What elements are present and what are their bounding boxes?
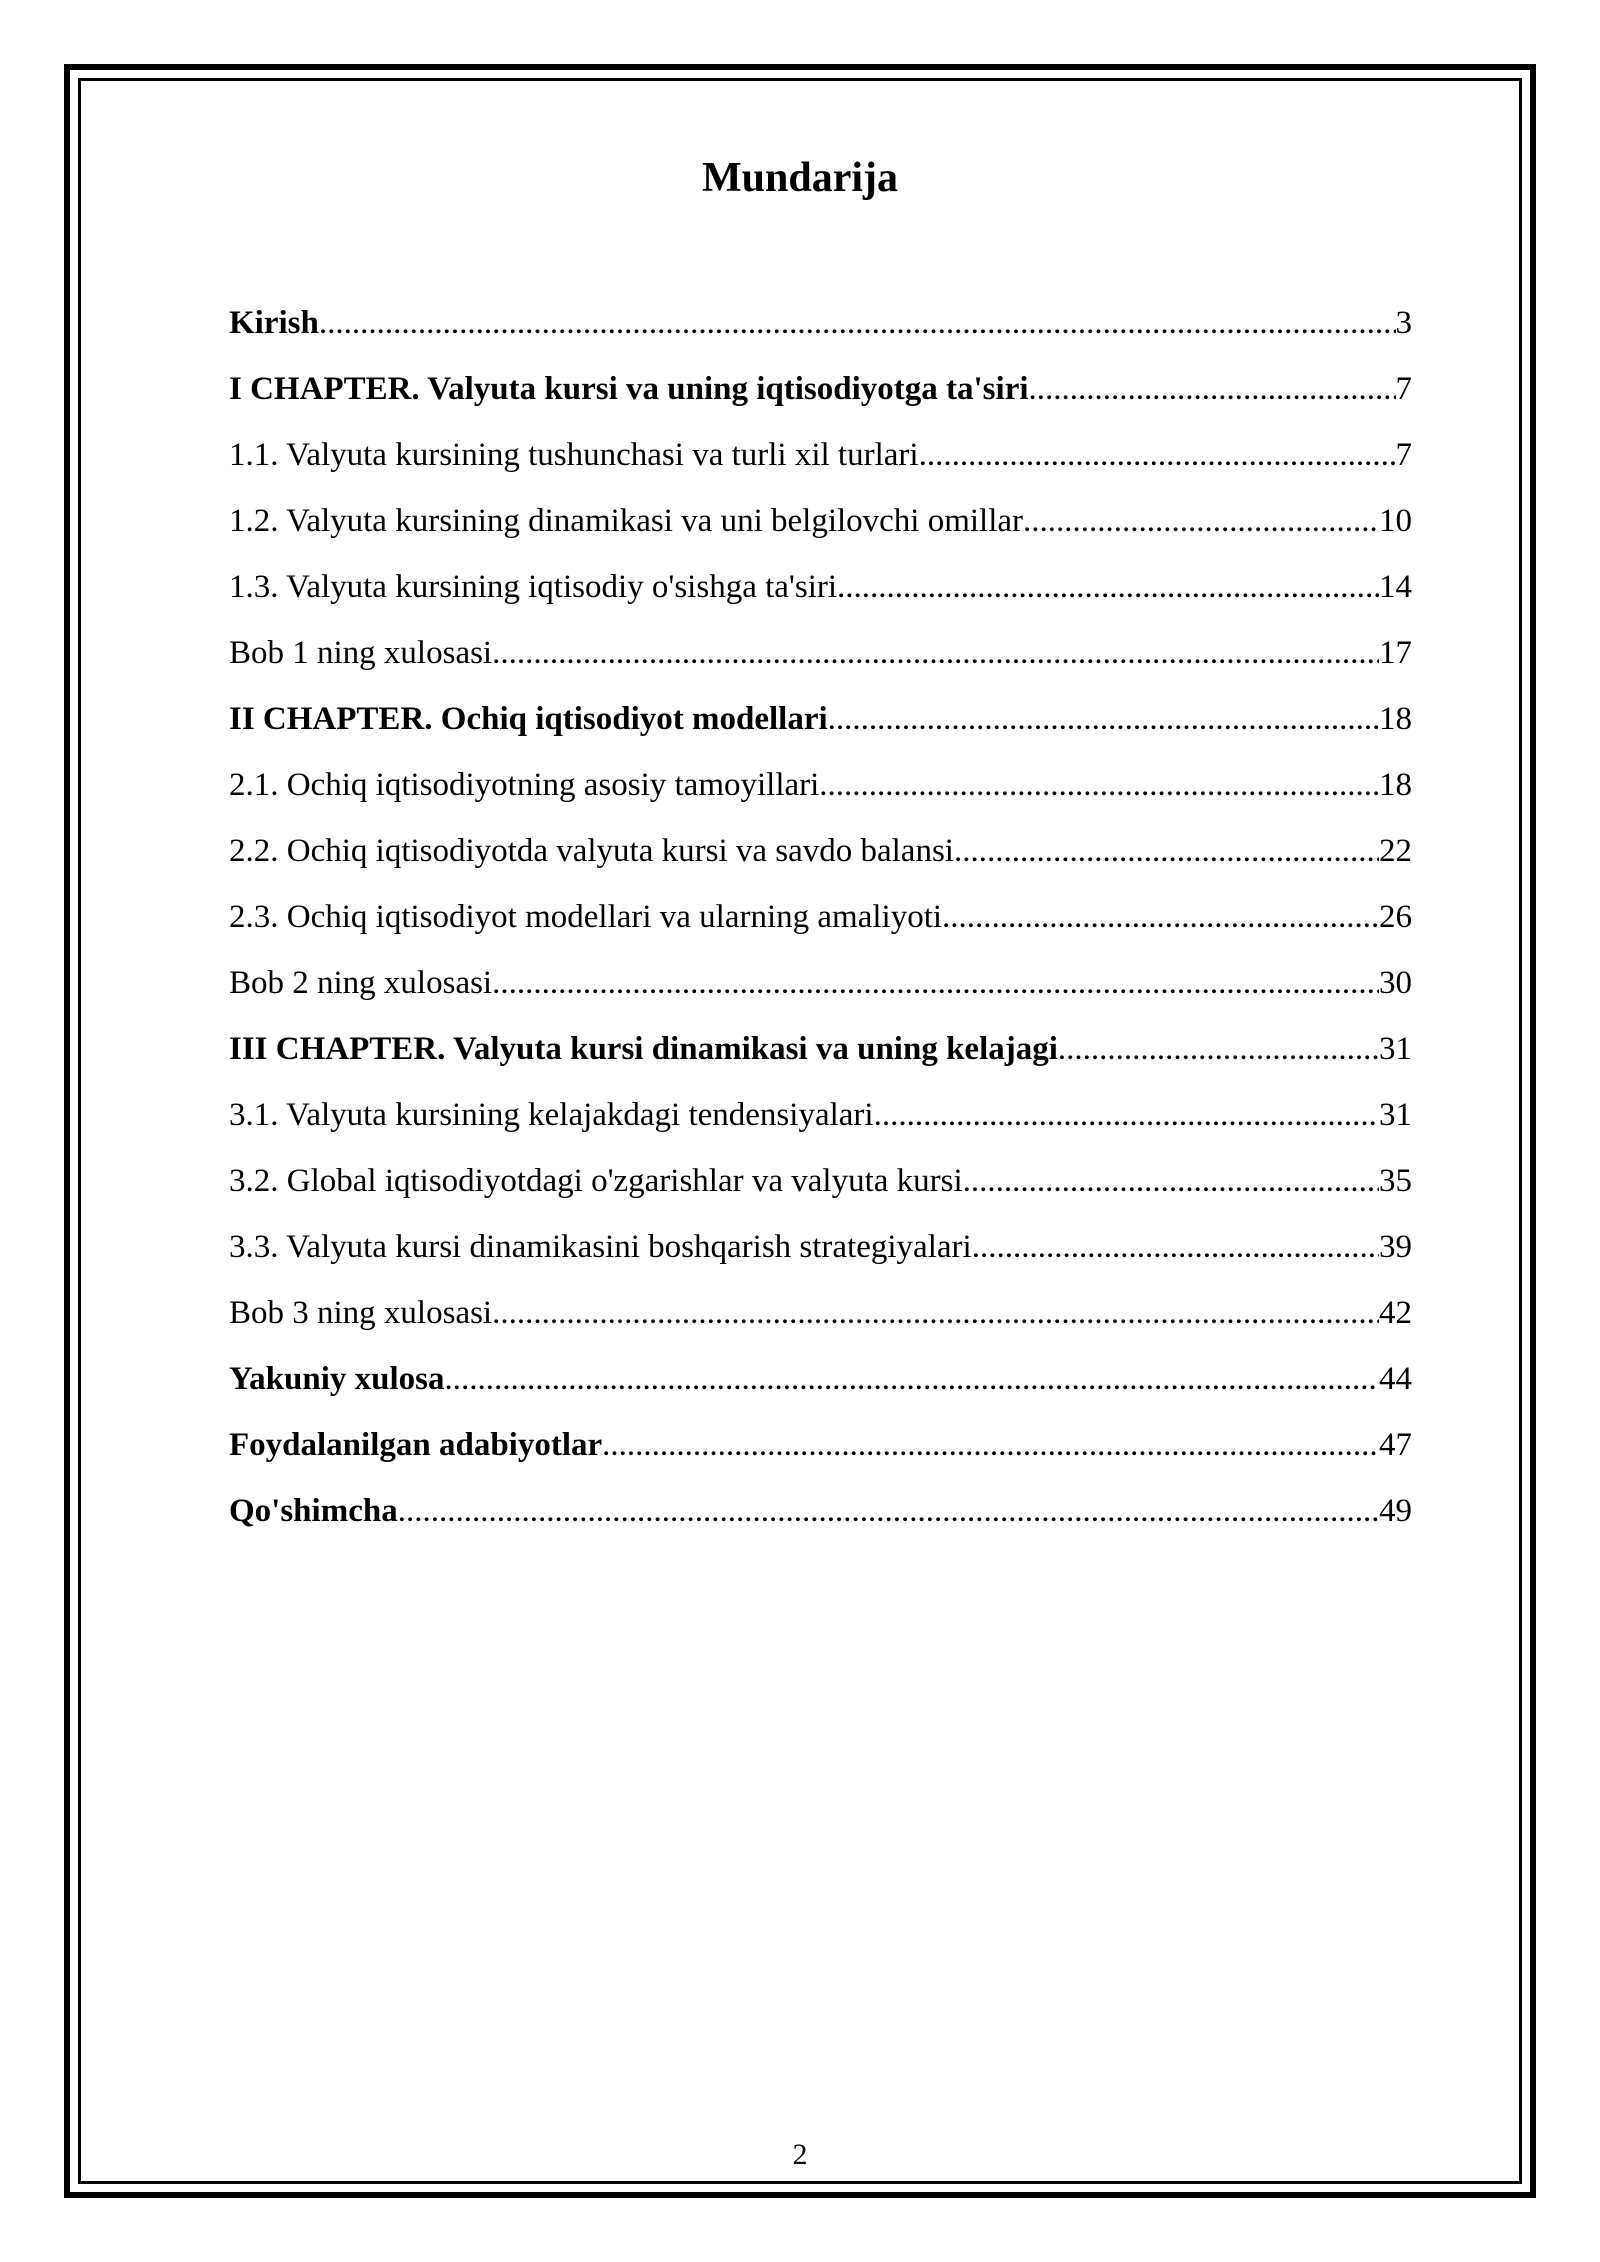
toc-entry-page: 14 [1379,569,1412,605]
toc-entry-page: 39 [1379,1229,1412,1265]
toc-entry-label: Foydalanilgan adabiyotlar [229,1427,603,1463]
toc-entry-page: 35 [1379,1163,1412,1199]
toc-entry-page: 3 [1395,305,1412,341]
page-title: Mundarija [701,155,898,201]
toc-dot-leader [492,620,1379,686]
toc-entry[interactable] [229,488,1412,554]
table-of-contents [229,290,1412,1544]
toc-entry-page: 31 [1379,1031,1412,1067]
toc-entry-label: 1.3. Valyuta kursining iqtisodiy o'sishga ta'siri [229,569,838,605]
toc-entry-label: 3.1. Valyuta kursining kelajakdagi tendensiyalari [229,1097,874,1133]
toc-entry[interactable] [229,422,1412,488]
toc-entry-label: Qo'shimcha [229,1493,398,1529]
toc-entry-page: 26 [1379,899,1412,935]
toc-entry-page: 47 [1379,1427,1412,1463]
toc-entry-label: I CHAPTER. Valyuta kursi va uning iqtisodiyotga ta'siri [229,371,1029,407]
toc-dot-leader [942,884,1379,950]
toc-entry[interactable] [229,1280,1412,1346]
toc-entry[interactable] [229,884,1412,950]
toc-entry[interactable] [229,1016,1412,1082]
toc-dot-leader [819,752,1379,818]
toc-entry[interactable] [229,356,1412,422]
toc-entry[interactable] [229,1148,1412,1214]
toc-dot-leader [954,818,1379,884]
toc-entry-label: Bob 1 ning xulosasi [229,635,493,671]
toc-entry-label: Bob 2 ning xulosasi [229,965,493,1001]
toc-entry[interactable] [229,1412,1412,1478]
toc-dot-leader [492,1280,1379,1346]
toc-dot-leader [602,1412,1379,1478]
toc-entry[interactable] [229,752,1412,818]
toc-dot-leader [874,1082,1379,1148]
toc-entry[interactable] [229,686,1412,752]
toc-entry-label: 2.3. Ochiq iqtisodiyot modellari va ularning amaliyoti [229,899,943,935]
toc-entry-label: Bob 3 ning xulosasi [229,1295,493,1331]
toc-entry-page: 18 [1379,701,1412,737]
toc-entry-page: 31 [1379,1097,1412,1133]
toc-entry-label: Yakuniy xulosa [229,1361,445,1397]
toc-entry-label: II CHAPTER. Ochiq iqtisodiyot modellari [229,701,828,737]
toc-entry-page: 7 [1395,437,1412,473]
toc-entry-label: 1.1. Valyuta kursining tushunchasi va turli xil turlari [229,437,919,473]
toc-dot-leader [398,1478,1379,1544]
toc-entry-page: 44 [1379,1361,1412,1397]
toc-entry-label: Kirish [229,305,319,341]
page-number: 2 [792,2138,808,2171]
toc-entry-page: 49 [1379,1493,1412,1529]
toc-entry-page: 22 [1379,833,1412,869]
toc-entry-page: 18 [1379,767,1412,803]
toc-entry-page: 7 [1395,371,1412,407]
toc-entry[interactable] [229,1214,1412,1280]
toc-dot-leader [828,686,1379,752]
toc-entry-page: 30 [1379,965,1412,1001]
toc-entry[interactable] [229,290,1412,356]
toc-entry[interactable] [229,818,1412,884]
toc-dot-leader [919,422,1396,488]
toc-entry-label: 3.3. Valyuta kursi dinamikasini boshqarish strategiyalari [229,1229,972,1265]
toc-entry[interactable] [229,950,1412,1016]
toc-entry[interactable] [229,1082,1412,1148]
toc-dot-leader [319,290,1396,356]
toc-dot-leader [963,1148,1379,1214]
toc-dot-leader [445,1346,1379,1412]
toc-entry-label: 2.1. Ochiq iqtisodiyotning asosiy tamoyillari [229,767,820,803]
toc-entry-page: 17 [1379,635,1412,671]
toc-entry-page: 10 [1379,503,1412,539]
toc-dot-leader [837,554,1379,620]
toc-entry-label: III CHAPTER. Valyuta kursi dinamikasi va uning kelajagi [229,1031,1058,1067]
toc-entry[interactable] [229,620,1412,686]
toc-entry-label: 1.2. Valyuta kursining dinamikasi va uni belgilovchi omillar [229,503,1024,539]
toc-dot-leader [1023,488,1379,554]
toc-entry[interactable] [229,1346,1412,1412]
toc-dot-leader [492,950,1379,1016]
toc-entry[interactable] [229,554,1412,620]
toc-dot-leader [972,1214,1379,1280]
toc-entry[interactable] [229,1478,1412,1544]
toc-entry-label: 2.2. Ochiq iqtisodiyotda valyuta kursi va savdo balansi [229,833,954,869]
toc-dot-leader [1029,356,1396,422]
toc-dot-leader [1058,1016,1379,1082]
toc-entry-page: 42 [1379,1295,1412,1331]
toc-entry-label: 3.2. Global iqtisodiyotdagi o'zgarishlar va valyuta kursi [229,1163,963,1199]
